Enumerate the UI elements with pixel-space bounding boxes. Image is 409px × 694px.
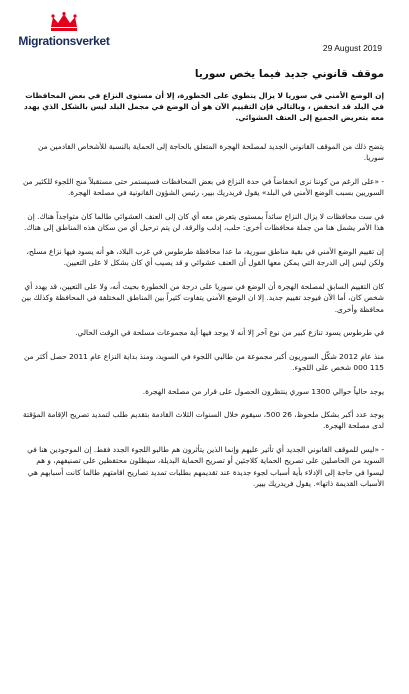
article-paragraph: يوجد عدد أكبر بشكل ملحوظ، 26 500، سيقوم خلال السنوات الثلاث القادمة بتقديم طلب لتمديد تصريح الإقامة المؤقتة لدى مصلحة الهجرة. (23, 410, 384, 431)
article-paragraph: في طرطوس يسود تنازع كبير من نوع آخر إلا أنه لا يوجد فيها أية مجموعات مسلحة في الوقت الحالي. (75, 328, 384, 338)
article-paragraph: يتضح ذلك من الموقف القانوني الجديد لمصلحة الهجرة المتعلق بالحاجة إلى الحماية بالنسبة للأشخاص القادمين من سوريا. (37, 141, 384, 163)
article-paragraph: يوجد حالياً حوالي 1300 سوري ينتظرون الحصول على قرار من مصلحة الهجرة. (142, 386, 384, 396)
article-lead: إن الوضع الأمني في سوريا لا يزال ينطوي على الخطورة، إلا أن مستوى النزاع في بعض المحافظات في البلد قد انخفض ، وبالتالي فإن التقييم الآن هو أن الوضع في مجمل البلد ليس بالشكل الذي يهدد معه بتعريض الجميع إلى العنف العشوائي. (23, 90, 384, 122)
article-paragraph: - «ليس للموقف القانوني الجديد أي تأثير عليهم وإنما الذين يتأثرون هم طالبو اللجوء الجدد فقط. إن الموجودين هنا في السويد من الحاصلين على تصريح الحماية كلاجئين أو تصريح الحماية البديلة، سيظلون محتفظين على تصنيفهم، و هم ليسوا في حاجة إلى الإدلاء بأية أسباب لجوء جديدة عند تقديمهم بطلبات تمديد تصاريح اقامتهم طالما كانت أسبابهم هي الأسباب القديمة ذاتها». يقول فريدريك بيير. (27, 444, 384, 489)
article-title: موقف قانوني جديد فيما يخص سوريا (194, 68, 384, 80)
article-paragraph: إن تقييم الوضع الأمني في بقية مناطق سورية، ما عدا محافظة طرطوس في غرب البلاد، هو أنه يسود فيها نزاع مسلح، ولكن ليس إلى الدرجة التي يمكن معها القول أن العنف عشوائي و قد يصيب أي كان بشكل لا على التعيين. (26, 246, 384, 268)
document-date: 29 August 2019 (322, 43, 382, 53)
article-paragraph: في ست محافظات لا يزال النزاع سائداً بمستوى يتعرض معه أي كان إلى العنف العشوائي طالما كان متواجداً هناك. إن هذا الأمر يشمل هنا من جملة محافظات أخرى: حلب، إدلب والرقة. لن يتم ترحيل أي من سكان هذه المناطق إلى هناك. (24, 211, 384, 233)
article-paragraph: كان التقييم السابق لمصلحة الهجرة أن الوضع في سوريا على درجة من الخطورة بحيث أنه، ولا على التعيين، قد يهدد أي شخص كان، أما الآن فيوجد تقييم جديد. إلا ان الوضع الأمني يتفاوت كثيراً بين المناطق المختلفة في المحافظة وكذلك بين محافظة وأخرى. (21, 281, 384, 314)
article (20, 68, 384, 502)
article-paragraph: منذ عام 2012 شكّل السوريون أكبر مجموعة من طالبي اللجوء في السويد، ومنذ بداية النزاع عام 2011 حصل أكثر من 115 000 شخص على اللجوء. (23, 351, 384, 373)
crown-icon (48, 12, 80, 34)
brand-name: Migrationsverket (18, 34, 110, 48)
migrationsverket-logo (10, 12, 118, 56)
article-paragraph: - «على الرغم من كوننا نرى انخفاضاً في حدة النزاع في بعض المحافظات فسيستمر حتى مستقبلاً منح اللجوء للكثير من السوريين بسبب الوضع الأمني في البلد» يقول فريدريك بيير، رئيس الشؤون القانونية في مصلحة الهجرة. (23, 176, 384, 198)
